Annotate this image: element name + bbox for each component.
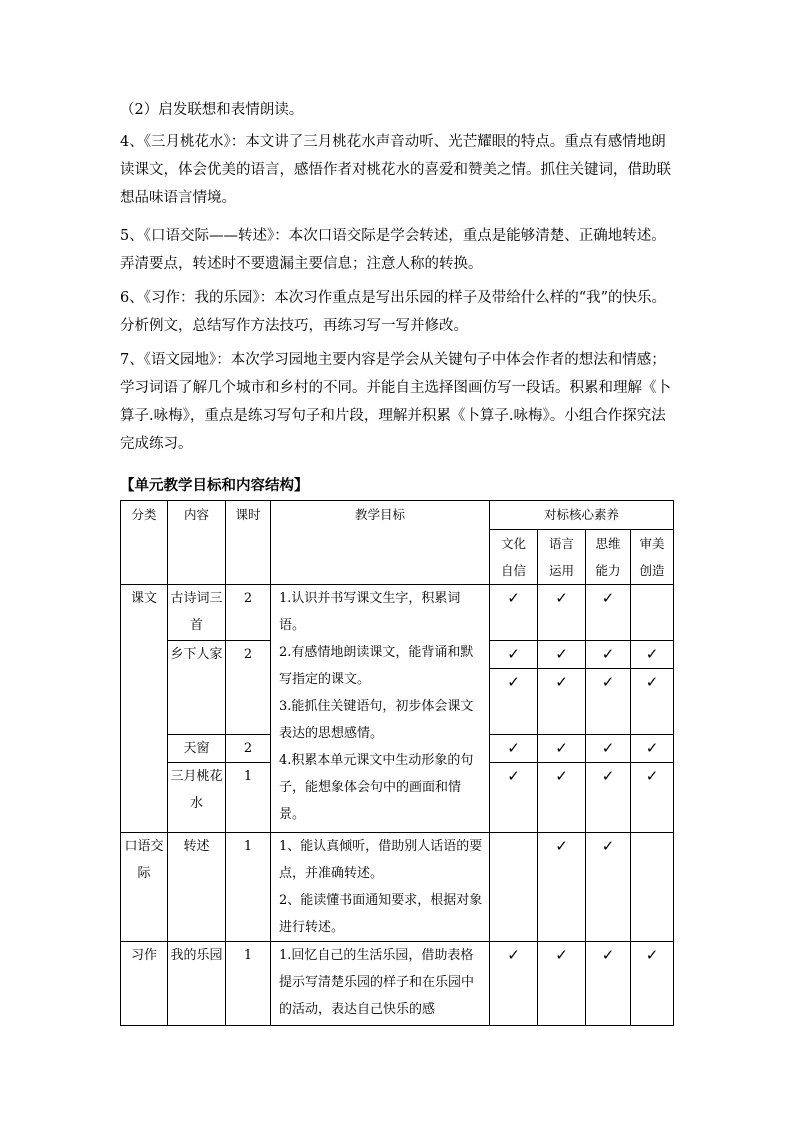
check-cell: [490, 641, 538, 669]
category-cell: 习作: [121, 942, 168, 1026]
header-hours: 课时: [226, 501, 271, 585]
check-cell: [586, 763, 631, 833]
check-cell: [631, 735, 674, 763]
check-mark-icon: ✓: [555, 739, 568, 757]
paragraph-3: 5、《口语交际——转述》：本次口语交际是学会转述，重点是能够清楚、正确地转述。弄清要点，转述时不要遗漏主要信息；注意人称的转换。: [120, 228, 666, 272]
category-cell: 口语交际: [121, 833, 168, 942]
check-mark-icon: ✓: [555, 673, 568, 691]
check-mark-icon: ✓: [645, 645, 659, 663]
check-mark-icon: ✓: [601, 739, 615, 757]
check-cell: [586, 942, 631, 1026]
header-literacy-4: 审美 创造: [631, 530, 674, 585]
check-cell: [538, 735, 586, 763]
check-mark-icon: ✓: [555, 837, 568, 855]
check-cell: [538, 641, 586, 669]
category-cell: 课文: [121, 585, 168, 833]
content-cell: 我的乐园: [168, 942, 226, 1026]
check-cell: [586, 833, 631, 942]
paragraph-4: 6、《习作：我的乐园》：本次习作重点是写出乐园的样子及带给什么样的“我”的快乐。分析例文，总结写作方法技巧，再练习写一写并修改。: [120, 290, 667, 334]
check-cell: [631, 585, 674, 641]
check-mark-icon: ✓: [555, 645, 568, 663]
table-row: [121, 942, 674, 1026]
check-cell: [586, 585, 631, 641]
hours-cell: 1: [226, 763, 271, 833]
check-cell: [586, 735, 631, 763]
section-title: 【单元教学目标和内容结构】: [120, 477, 309, 494]
header-content: 内容: [168, 501, 226, 585]
check-mark-icon: ✓: [645, 767, 659, 785]
check-cell: [490, 942, 538, 1026]
content-cell: 天窗: [168, 735, 226, 763]
check-cell: [586, 641, 631, 669]
check-mark-icon: ✓: [601, 589, 615, 607]
check-mark-icon: ✓: [645, 673, 659, 691]
check-cell: [490, 833, 538, 942]
paragraph-5: 7、《语文园地》：本次学习园地主要内容是学会从关键句子中体会作者的想法和情感；学习词语了解几个城市和乡村的不同。并能自主选择图画仿写一段话。积累和理解《卜算子.咏梅》，重点是练习写句子和片段，理解并积累《卜算子.咏梅》。小组合作探究法完成练习。: [120, 352, 671, 452]
check-mark-icon: ✓: [601, 645, 615, 663]
hours-cell: 1: [226, 833, 271, 942]
check-cell: [631, 942, 674, 1026]
hours-cell: 2: [226, 585, 271, 641]
check-cell: [538, 833, 586, 942]
hours-cell: 2: [226, 641, 271, 735]
goals-cell: 1.回忆自己的生活乐园，借助表格提示写清楚乐园的样子和在乐园中的活动，表达自己快乐的感: [271, 942, 490, 1026]
goals-cell: 1、能认真倾听，借助别人话语的要点，并准确转述。 2、能读懂书面通知要求，根据对象进行转述。: [271, 833, 490, 942]
content-cell: 转述: [168, 833, 226, 942]
check-mark-icon: ✓: [507, 673, 520, 691]
check-mark-icon: ✓: [601, 837, 615, 855]
check-cell: [586, 669, 631, 735]
check-mark-icon: ✓: [507, 645, 520, 663]
goals-cell: 1.认识并书写课文生字，积累词语。 2.有感情地朗读课文，能背诵和默写指定的课文。 3.能抓住关键语句，初步体会课文表达的思想感情。 4.积累本单元课文中生动形象的句子，能想象体会句中的画面和情景。: [271, 585, 490, 833]
check-cell: [631, 669, 674, 735]
check-mark-icon: ✓: [555, 589, 568, 607]
content-cell: 乡下人家: [168, 641, 226, 735]
check-mark-icon: ✓: [507, 739, 520, 757]
paragraph-2: 4、《三月桃花水》：本文讲了三月桃花水声音动听、光芒耀眼的特点。重点有感情地朗读课文，体会优美的语言，感悟作者对桃花水的喜爱和赞美之情。抓住关键词，借助联想品味语言情境。: [120, 134, 671, 206]
check-mark-icon: ✓: [507, 946, 520, 964]
unit-goals-table: [120, 500, 674, 1026]
check-cell: [631, 763, 674, 833]
table-row: [121, 585, 674, 641]
header-literacy: 对标核心素养: [490, 501, 674, 530]
check-mark-icon: ✓: [555, 946, 568, 964]
hours-cell: 2: [226, 735, 271, 763]
check-mark-icon: ✓: [507, 589, 520, 607]
check-mark-icon: ✓: [645, 739, 659, 757]
check-cell: [538, 669, 586, 735]
paragraph-1: （2）启发联想和表情朗读。: [120, 102, 304, 118]
check-mark-icon: ✓: [555, 767, 568, 785]
table-row: [121, 833, 674, 942]
header-row: [121, 501, 674, 530]
check-mark-icon: ✓: [507, 767, 520, 785]
content-cell: 三月桃花水: [168, 763, 226, 833]
check-cell: [490, 669, 538, 735]
header-literacy-3: 思维 能力: [586, 530, 631, 585]
header-literacy-2: 语言 运用: [538, 530, 586, 585]
check-cell: [538, 585, 586, 641]
check-cell: [631, 833, 674, 942]
check-mark-icon: ✓: [601, 673, 615, 691]
check-cell: [631, 641, 674, 669]
check-mark-icon: ✓: [601, 767, 615, 785]
content-cell: 古诗词三首: [168, 585, 226, 641]
header-category: 分类: [121, 501, 168, 585]
check-cell: [538, 763, 586, 833]
check-mark-icon: ✓: [645, 946, 659, 964]
header-goals: 教学目标: [271, 501, 490, 585]
check-cell: [538, 942, 586, 1026]
header-literacy-1: 文化 自信: [490, 530, 538, 585]
check-cell: [490, 585, 538, 641]
check-cell: [490, 763, 538, 833]
check-mark-icon: ✓: [601, 946, 615, 964]
check-cell: [490, 735, 538, 763]
hours-cell: 1: [226, 942, 271, 1026]
